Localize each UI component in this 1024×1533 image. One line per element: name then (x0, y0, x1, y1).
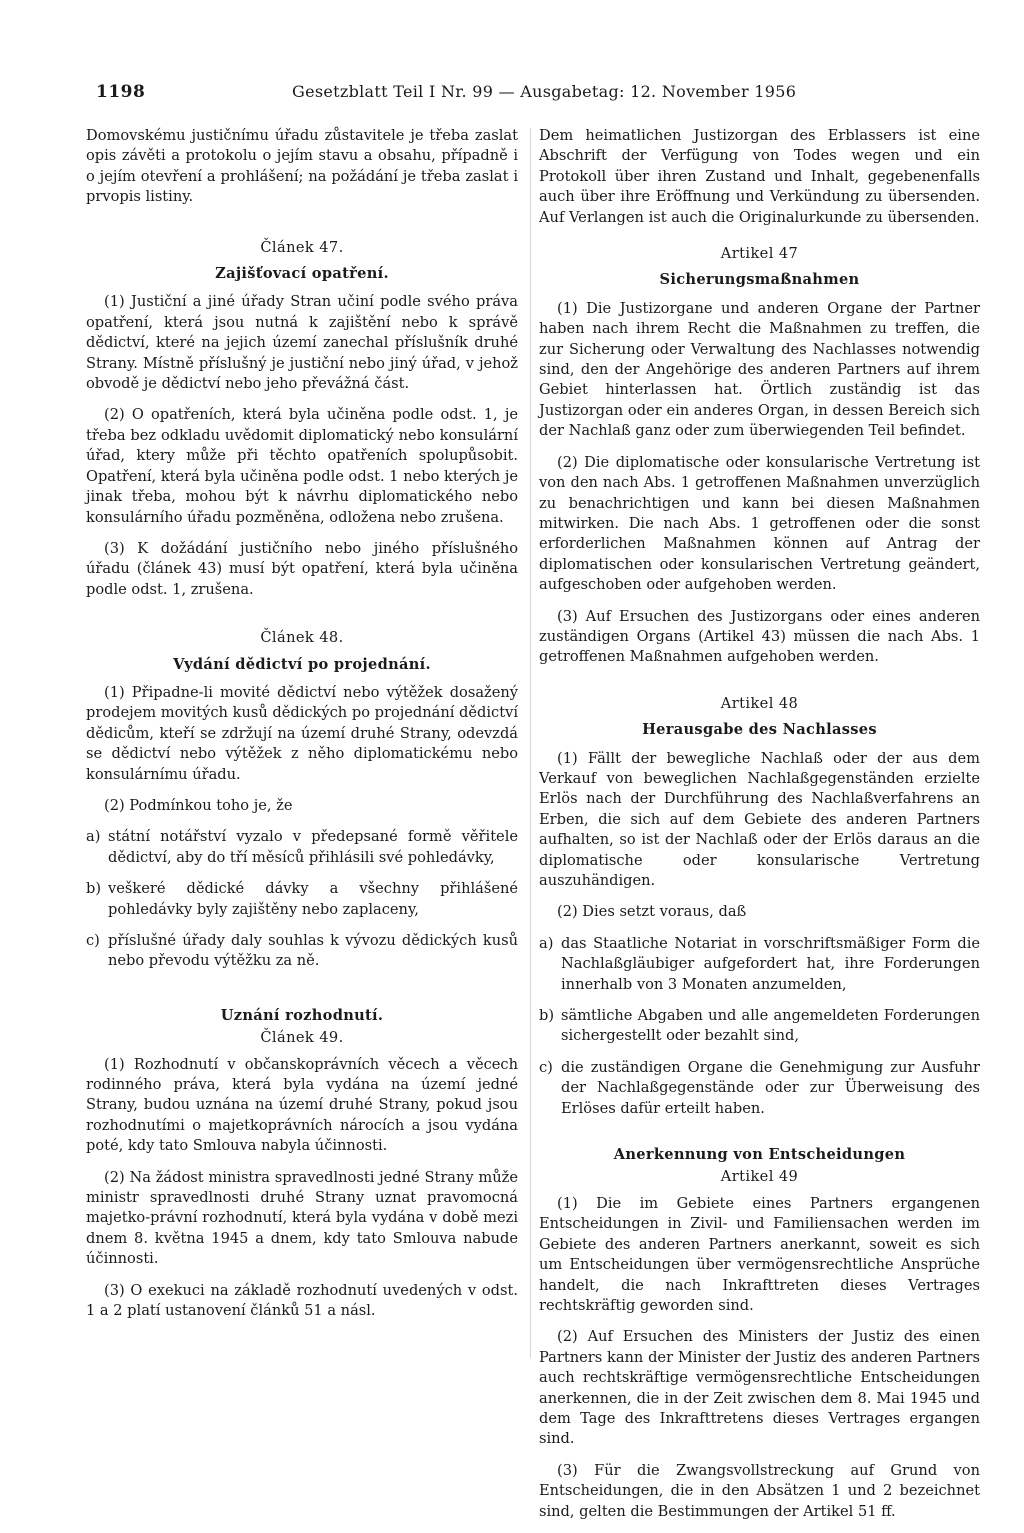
intro-paragraph-cs: Domovskému justičnímu úřadu zůstavitele je třeba zaslat opis závěti a protokolu o jejím stavu a obsahu, případně i o jejím otevření a prohlášení; na požádání je třeba zaslat i prvopis listiny. (86, 127, 518, 206)
list-item-cs (86, 931, 518, 972)
german-column (539, 126, 980, 1533)
list-item-de (539, 1006, 980, 1047)
article-47-paragraph-1-cs: (1) Justiční a jiné úřady Stran učiní podle svého práva opatření, která jsou nutná k zajištění nebo k správě dědictví, které na jejich území zanechal příslušník druhé Strany. Místně příslušný je justiční nebo jiný úřad, v jehož obvodě je dědictví nebo jeho převážná část. (86, 293, 518, 393)
czech-column (86, 126, 518, 1333)
article-48-paragraph-2-de: (2) Dies setzt voraus, daß (557, 903, 747, 921)
article-49-paragraph-2-de: (2) Auf Ersuchen des Ministers der Justiz des einen Partners kann der Minister der Justiz des anderen Partners auch rechtskräftige vermögensrechtliche Entscheidungen anerkennen, die in der Zeit zwischen dem 8. Mai 1945 und dem Tage des Inkrafttretens dieses Vertrages ergangen sind. (539, 1328, 980, 1448)
list-text: sämtliche Abgaben und alle angemeldeten Forderungen sichergestellt oder bezahlt sind, (561, 1007, 980, 1045)
article-47-paragraph-2-de: (2) Die diplomatische oder konsularische Vertretung ist von den nach Abs. 1 getroffenen Maßnahmen unverzüglich zu benachrichtigen und kann bei diesen Maßnahmen mitwirken. Die nach Abs. 1 getroffenen oder die sonst erforderlichen Maßnahmen können auf Antrag der diplomatischen oder konsularischen Vertretung geändert, aufgeschoben oder aufgehoben werden. (539, 453, 980, 594)
list-marker: b) (86, 880, 102, 898)
article-48-paragraph-2-cs: (2) Podmínkou toho je, že (104, 796, 293, 814)
article-49-number-cs: Článek 49. (260, 1029, 344, 1047)
article-47-paragraph-1-de: (1) Die Justizorgane und anderen Organe der Partner haben nach ihrem Recht die Maßnahmen zu treffen, die zur Sicherung oder Verwaltung des Nachlasses notwendig sind, den der Angehörige des anderen Partners auf ihrem Gebiet hinterlassen hat. Örtlich zuständig ist das Justizorgan oder ein anderes Organ, in dessen Bereich sich der Nachlaß ganz oder zum überwiegenden Teil befindet. (539, 299, 980, 440)
column-divider (530, 128, 531, 1358)
page-number: 1198 (96, 82, 146, 102)
article-47-paragraph-2-cs: (2) O opatřeních, která byla učiněna podle odst. 1, je třeba bez odkladu uvědomit diplomatický nebo konsulární úřad, ktery může při těchto opatřeních spolupůsobit. Opatření, která byla učiněna podle odst. 1 nebo kterých je jinak třeba, mohou být k návrhu diplomatického nebo konsulárního úřadu pozměněna, odložena nebo zrušena. (86, 406, 518, 526)
article-49-heading-de: Anerkennung von Entscheidungen (613, 1146, 906, 1164)
list-item-cs (86, 827, 518, 868)
article-49-paragraph-3-cs: (3) O exekuci na základě rozhodnutí uvedených v odst. 1 a 2 platí ustanovení článků 51 a násl. (86, 1281, 518, 1320)
list-text: státní notářství vyzalo v předepsané formě věřitele dědictví, aby do tří měsíců přihlásili své pohledávky, (108, 828, 518, 866)
article-47-title-cs: Zajišťovací opatření. (215, 265, 389, 283)
list-marker: b) (539, 1007, 555, 1025)
list-marker: c) (86, 932, 100, 949)
running-title: Gesetzblatt Teil I Nr. 99 — Ausgabetag: 12. November 1956 (292, 82, 797, 101)
list-text: die zuständigen Organe die Genehmigung zur Ausfuhr der Nachlaßgegenstände oder zur Überweisung des Erlöses dafür erteilt haben. (561, 1058, 980, 1117)
page-header (96, 82, 952, 112)
article-49-paragraph-1-de: (1) Die im Gebiete eines Partners ergangenen Entscheidungen in Zivil- und Familiensachen werden im Gebiete des anderen Partners anerkannt, soweit es sich um Entscheidungen über vermögensrechtliche Ansprüche handelt, die nach Inkrafttreten dieses Vertrages rechtskräftig geworden sind. (539, 1194, 980, 1314)
article-48-title-de: Herausgabe des Nachlasses (642, 721, 877, 739)
article-49-heading-cs: Uznání rozhodnutí. (220, 1006, 384, 1024)
article-47-paragraph-3-cs: (3) K dožádání justičního nebo jiného příslušného úřadu (článek 43) musí být opatření, která byla učiněna podle odst. 1, zrušena. (86, 539, 518, 598)
article-47-number-cs: Článek 47. (260, 238, 344, 256)
article-47-number-de: Artikel 47 (720, 245, 799, 263)
list-marker: a) (86, 828, 101, 846)
article-49-paragraph-1-cs: (1) Rozhodnutí v občanskoprávních věcech a věcech rodinného práva, která byla vydána na území jedné Strany, budou uznána na území druhé Strany, pokud jsou rozhodnutími o majetkoprávních nárocích a jsou vydána poté, kdy tato Smlouva nabyla účinnosti. (86, 1055, 518, 1155)
article-48-number-de: Artikel 48 (720, 694, 799, 712)
list-item-cs (86, 879, 518, 920)
list-text: das Staatliche Notariat in vorschriftsmäßiger Form die Nachlaßgläubiger aufgefordert hat, ihre Forderungen innerhalb von 3 Monaten anzumelden, (561, 934, 980, 993)
article-49-paragraph-3-de: (3) Für die Zwangsvollstreckung auf Grund von Entscheidungen, die in den Absätzen 1 und 2 bezeichnet sind, gelten die Bestimmungen der Artikel 51 ff. (539, 1461, 980, 1520)
article-47-title-de: Sicherungsmaßnahmen (659, 271, 860, 289)
list-item-de (539, 934, 980, 995)
article-49-paragraph-2-cs: (2) Na žádost ministra spravedlnosti jedné Strany může ministr spravedlnosti druhé Strany uznat pravomocná majetko-právní rozhodnutí, která byla vydána v době mezi dnem 8. května 1945 a dnem, kdy tato Smlouva nabude účinnosti. (86, 1168, 518, 1268)
list-marker: c) (539, 1058, 553, 1076)
article-48-paragraph-1-de: (1) Fällt der bewegliche Nachlaß oder der aus dem Verkauf von beweglichen Nachlaßgegenständen erzielte Erlös nach der Durchführung des Nachlaßverfahrens an Erben, die sich auf dem Gebiete des anderen Partners aufhalten, so ist der Nachlaß oder der Erlös daraus an die diplomatische oder konsularische Vertretung auszuhändigen. (539, 749, 980, 889)
article-47-paragraph-3-de: (3) Auf Ersuchen des Justizorgans oder eines anderen zuständigen Organs (Artikel 43) müssen die nach Abs. 1 getroffenen Maßnahmen aufgehoben werden. (539, 607, 980, 666)
list-marker: a) (539, 934, 554, 952)
list-text: příslušné úřady daly souhlas k vývozu dědických kusů nebo převodu výtěžku za ně. (108, 932, 518, 970)
list-item-de (539, 1058, 980, 1119)
article-49-number-de: Artikel 49 (720, 1168, 799, 1186)
article-48-title-cs: Vydání dědictví po projednání. (173, 655, 431, 673)
article-48-number-cs: Článek 48. (260, 629, 344, 647)
list-text: veškeré dědické dávky a všechny přihlášené pohledávky byly zajištěny nebo zaplaceny, (108, 880, 518, 918)
intro-paragraph-de: Dem heimatlichen Justizorgan des Erblassers ist eine Abschrift der Verfügung von Todes wegen und ein Protokoll über ihren Zustand und Inhalt, gegebenenfalls auch über ihre Eröffnung und Verkündung zu übersenden. Auf Verlangen ist auch die Originalurkunde zu übersenden. (539, 127, 980, 226)
article-48-paragraph-1-cs: (1) Připadne-li movité dědictví nebo výtěžek dosažený prodejem movitých kusů dědických po projednání dědictví dědicům, kteří se zdržují na území druhé Strany, odevzdá se dědictví nebo výtěžek z něho diplomatickému nebo konsulárnímu úřadu. (86, 683, 518, 783)
